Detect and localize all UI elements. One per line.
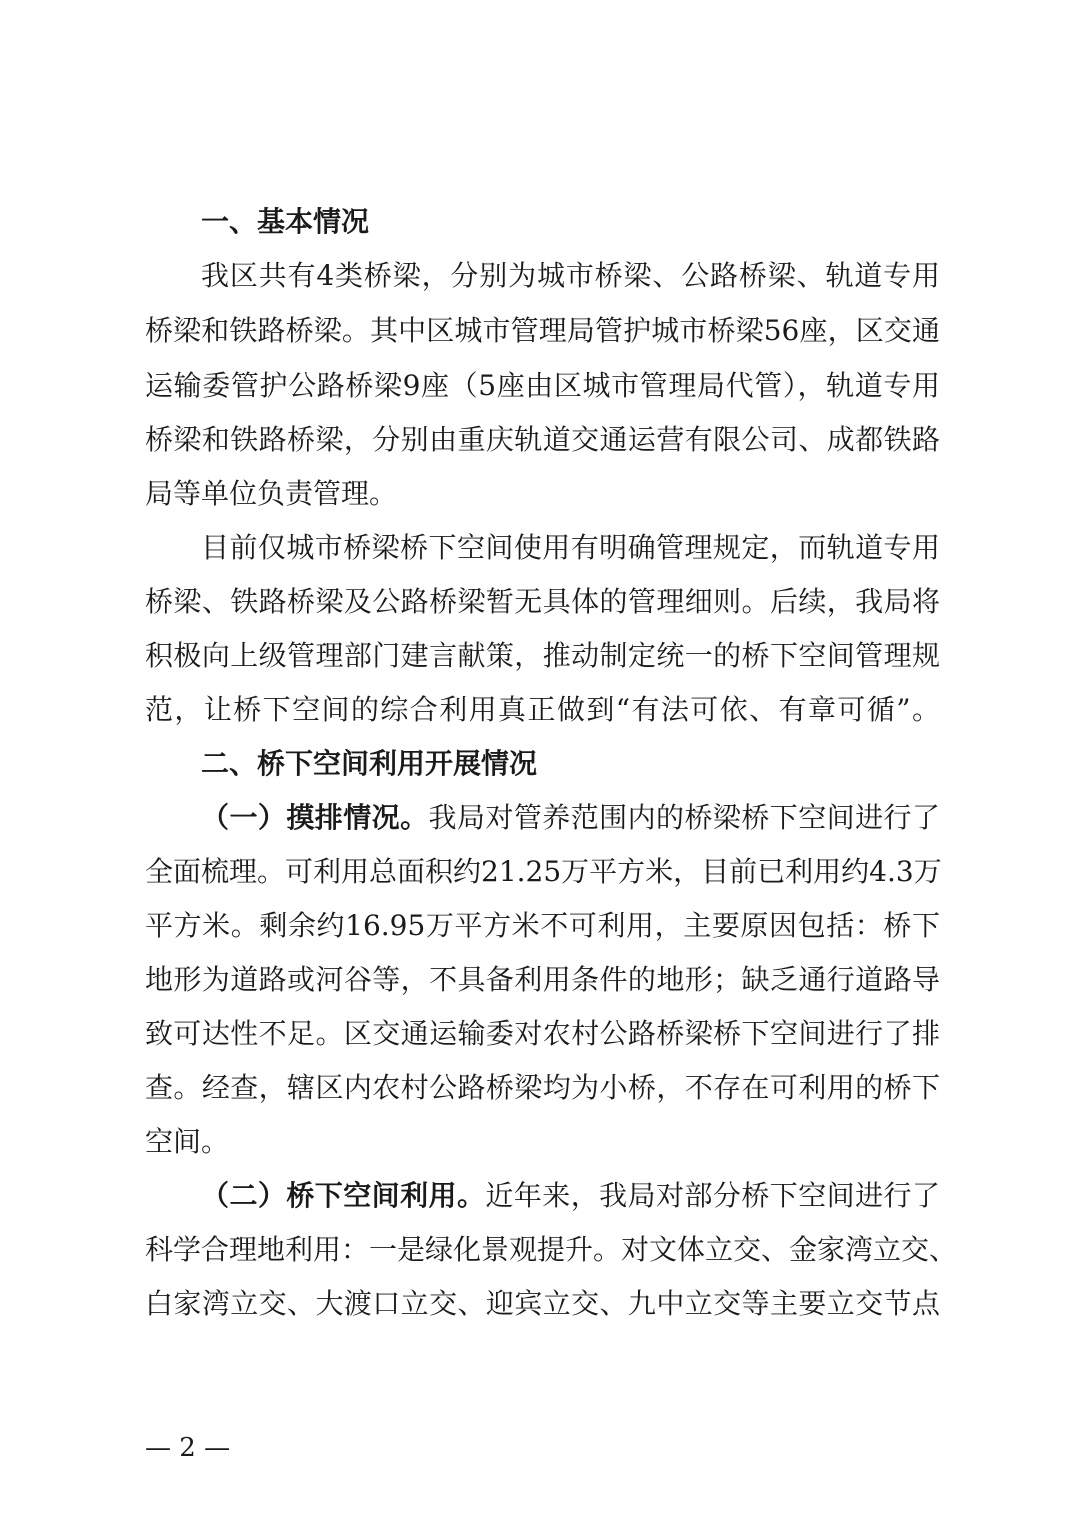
subsection-text: 近年来，我局对部分桥下空间进行了 xyxy=(485,1179,940,1212)
section-heading-basic: 一、基本情况 xyxy=(201,205,370,238)
subsection-label: （二）桥下空间利用。 xyxy=(201,1179,486,1212)
section-heading-utilization: 二、桥下空间利用开展情况 xyxy=(201,747,538,780)
page-number: — 2 — xyxy=(145,1433,231,1463)
paragraph-line: 全面梳理。可利用总面积约21.25万平方米，目前已利用约4.3万 xyxy=(145,855,942,888)
paragraph-line: 查。经查，辖区内农村公路桥梁均为小桥，不存在可利用的桥下 xyxy=(145,1071,940,1104)
paragraph-line: 致可达性不足。区交通运输委对农村公路桥梁桥下空间进行了排 xyxy=(145,1017,940,1050)
paragraph-line: 局等单位负责管理。 xyxy=(145,477,398,510)
subsection-text: 我局对管养范围内的桥梁桥下空间进行了 xyxy=(428,801,940,834)
paragraph-line: 积极向上级管理部门建言献策，推动制定统一的桥下空间管理规 xyxy=(145,639,940,672)
paragraph-line: 范，让桥下空间的综合利用真正做到“有法可依、有章可循”。 xyxy=(145,693,940,726)
paragraph-line: 桥梁、铁路桥梁及公路桥梁暂无具体的管理细则。后续，我局将 xyxy=(145,585,940,618)
subsection-first-line xyxy=(201,800,940,836)
paragraph-line: 空间。 xyxy=(145,1125,230,1158)
paragraph-line: 目前仅城市桥梁桥下空间使用有明确管理规定，而轨道专用 xyxy=(201,531,940,564)
subsection-first-line xyxy=(201,1178,940,1214)
paragraph-line: 科学合理地利用：一是绿化景观提升。对文体立交、金家湾立交、 xyxy=(145,1233,958,1266)
subsection-label: （一）摸排情况。 xyxy=(201,801,429,834)
paragraph-line: 平方米。剩余约16.95万平方米不可利用，主要原因包括：桥下 xyxy=(145,909,940,942)
paragraph-line: 桥梁和铁路桥梁。其中区城市管理局管护城市桥梁56座，区交通 xyxy=(145,314,940,347)
paragraph-line: 运输委管护公路桥梁9座（5座由区城市管理局代管），轨道专用 xyxy=(145,369,940,402)
paragraph-line: 桥梁和铁路桥梁，分别由重庆轨道交通运营有限公司、成都铁路 xyxy=(145,423,940,456)
paragraph-line: 我区共有4类桥梁，分别为城市桥梁、公路桥梁、轨道专用 xyxy=(201,259,940,292)
paragraph-line: 白家湾立交、大渡口立交、迎宾立交、九中立交等主要立交节点 xyxy=(145,1287,940,1320)
paragraph-line: 地形为道路或河谷等，不具备利用条件的地形；缺乏通行道路导 xyxy=(145,963,940,996)
